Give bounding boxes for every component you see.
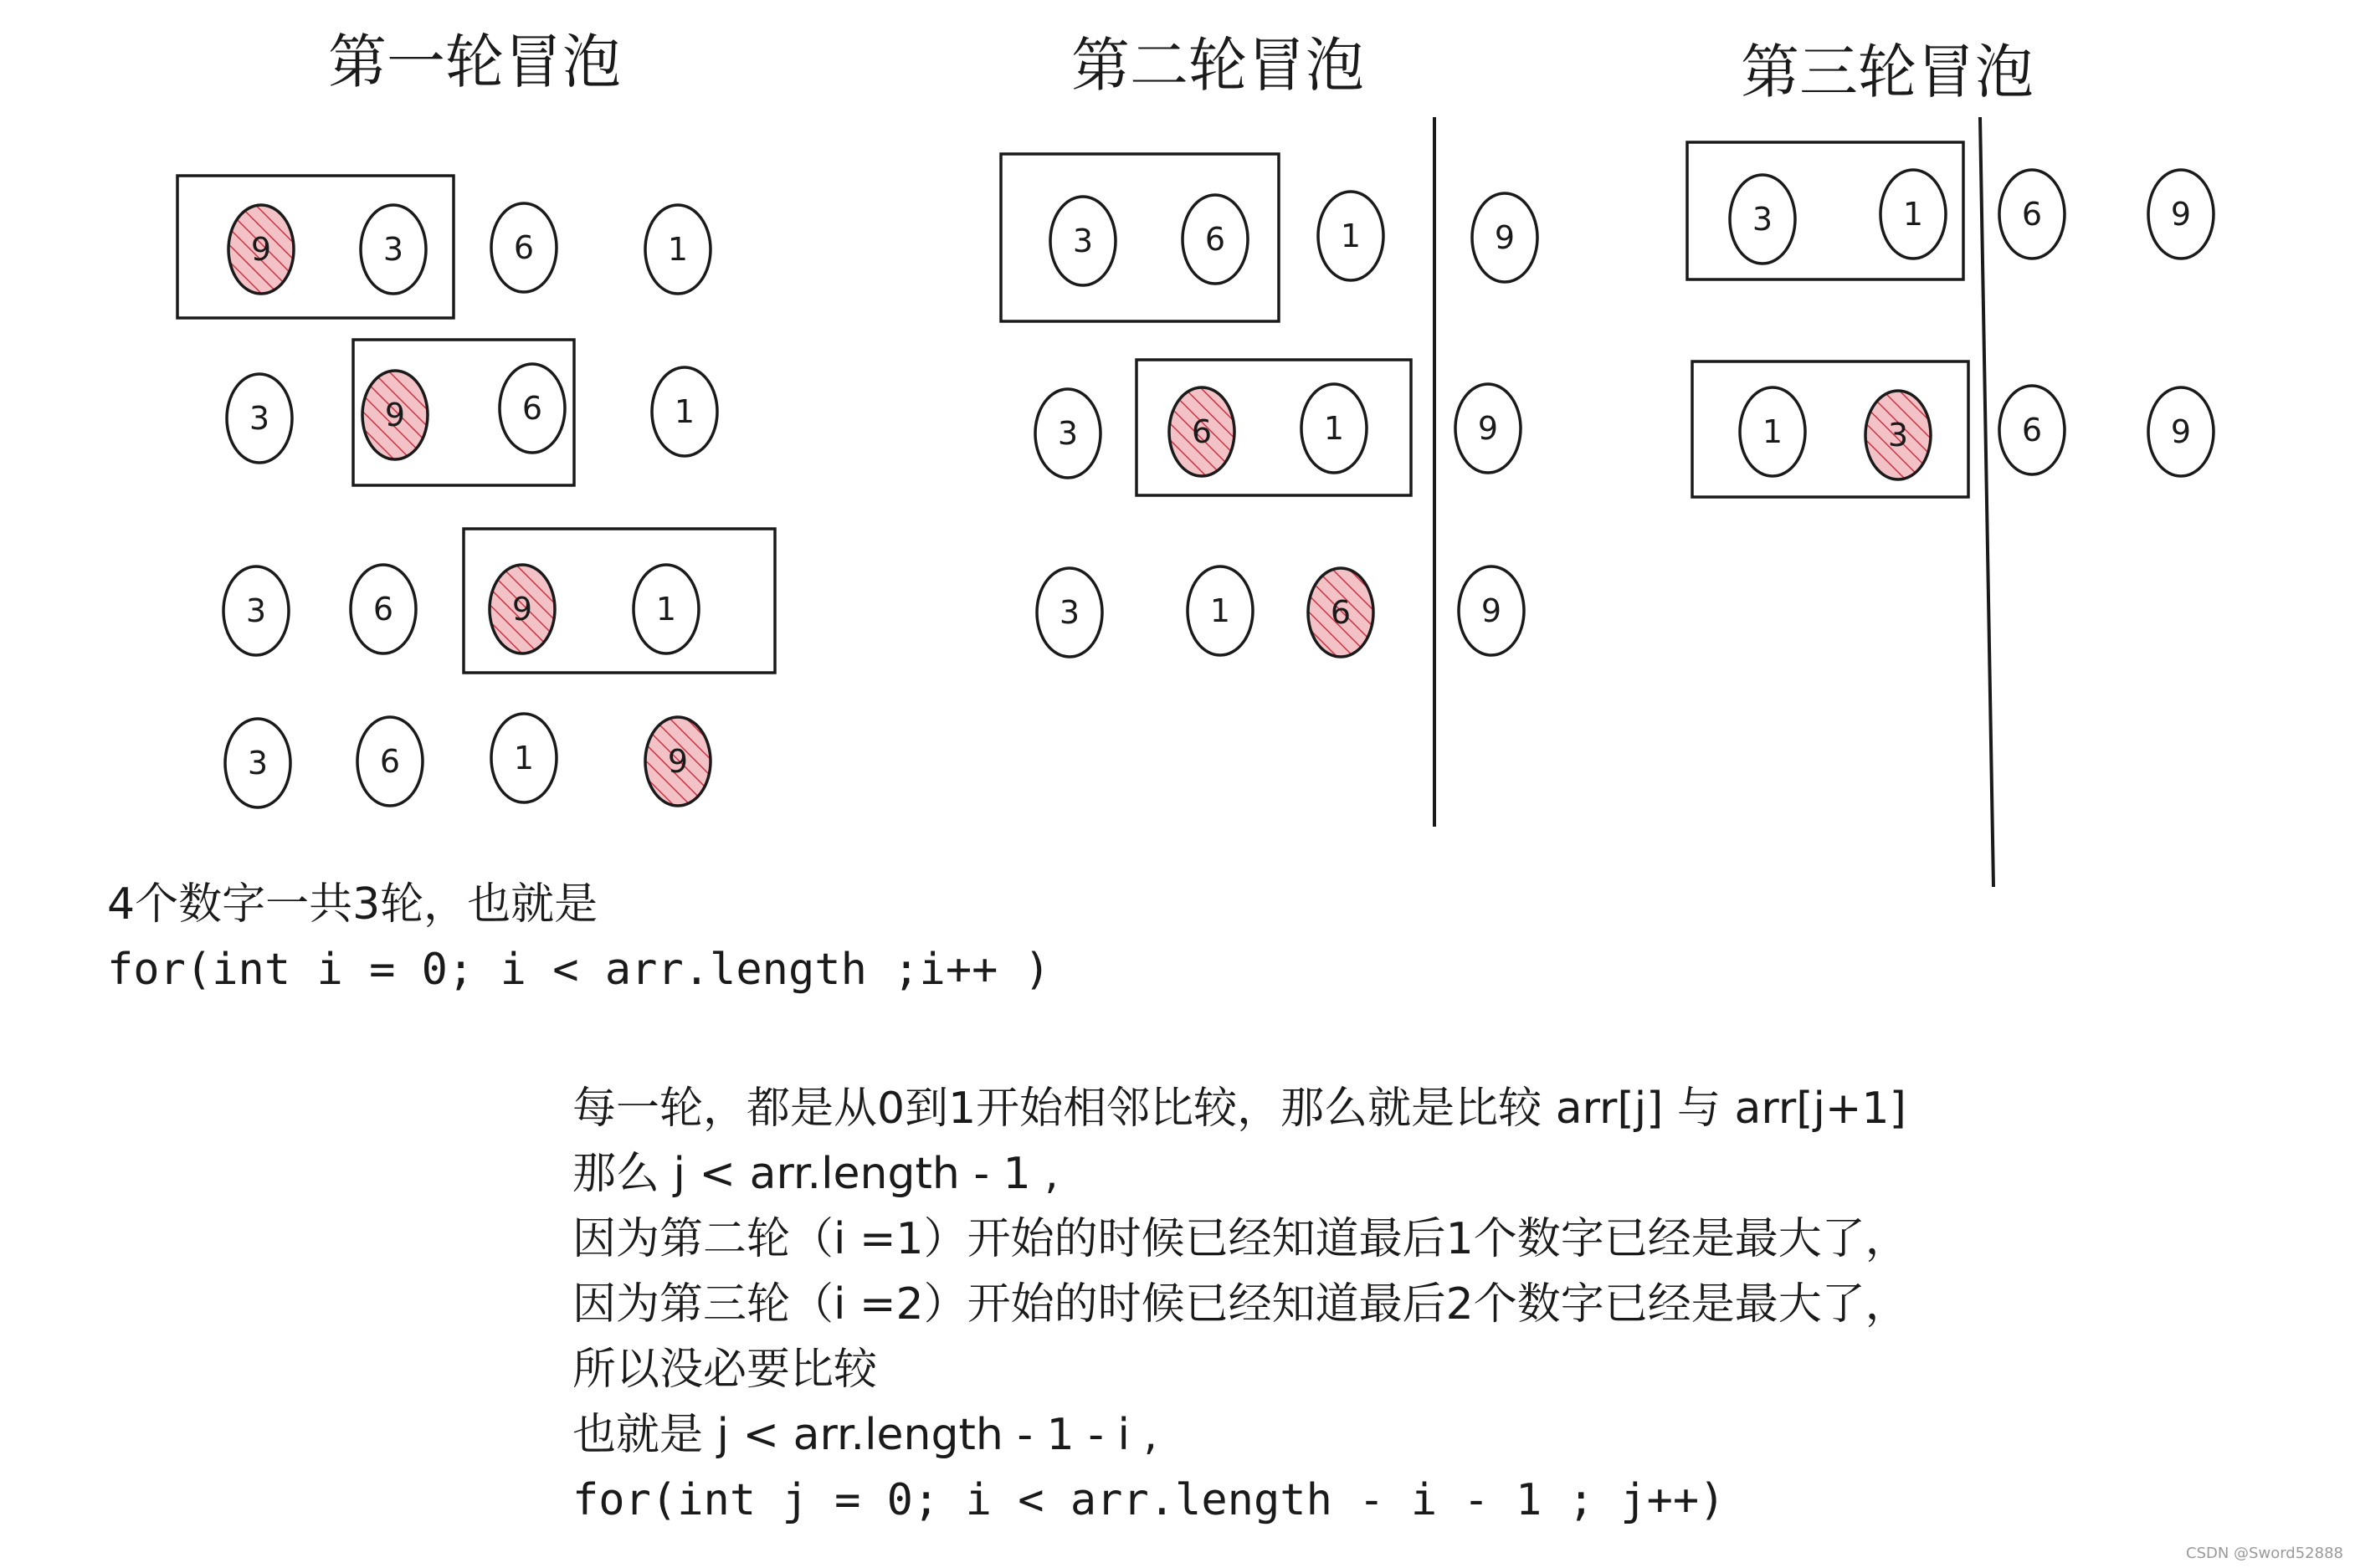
round3-title: 第三轮冒泡 xyxy=(1741,38,2034,106)
round1-step2 xyxy=(227,364,717,463)
number-ball-label: 6 xyxy=(2021,196,2043,233)
round2-step3 xyxy=(1037,566,1524,657)
round2-steps xyxy=(1035,192,1537,657)
number-ball-label: 3 xyxy=(1072,223,1094,259)
round1-title: 第一轮冒泡 xyxy=(328,28,621,96)
number-ball-label: 6 xyxy=(1330,594,1352,631)
number-ball-label: 1 xyxy=(513,740,535,776)
number-ball-label: 9 xyxy=(384,397,406,433)
number-ball-label: 1 xyxy=(1209,592,1231,629)
note-j-bound-final: 也就是 j < arr.length - 1 - i , xyxy=(572,1410,1158,1460)
number-ball-label: 3 xyxy=(382,231,404,268)
number-ball-label: 9 xyxy=(1494,219,1516,256)
number-ball-label: 3 xyxy=(249,400,270,437)
number-ball-label: 6 xyxy=(2021,412,2043,448)
round2-title: 第二轮冒泡 xyxy=(1071,31,1364,100)
number-ball-label: 6 xyxy=(513,229,535,266)
round3-step1 xyxy=(1730,170,2214,264)
number-ball-label: 9 xyxy=(2170,413,2192,450)
number-ball-label: 6 xyxy=(372,591,394,628)
note-no-need: 所以没必要比较 xyxy=(572,1345,878,1395)
number-ball-label: 3 xyxy=(1059,594,1080,631)
round2-step1 xyxy=(1050,192,1537,285)
number-ball-label: 1 xyxy=(1323,410,1345,447)
note-round3-reason: 因为第三轮（i =2）开始的时候已经知道最后2个数字已经是最大了， xyxy=(572,1279,1909,1330)
number-ball-label: 9 xyxy=(1480,592,1502,629)
round3-steps xyxy=(1730,170,2214,479)
number-ball-label: 3 xyxy=(1752,201,1773,238)
notes-top xyxy=(107,879,1050,995)
number-ball-label: 1 xyxy=(655,591,677,628)
number-ball-label: 3 xyxy=(1887,417,1909,453)
note-round2-reason: 因为第二轮（i =1）开始的时候已经知道最后1个数字已经是最大了， xyxy=(572,1214,1909,1264)
number-ball-label: 1 xyxy=(1762,413,1783,450)
number-ball-label: 6 xyxy=(521,390,543,427)
number-ball-label: 9 xyxy=(250,231,272,268)
number-ball-label: 3 xyxy=(247,745,269,781)
notes-bottom xyxy=(572,1084,1909,1525)
round3-step2 xyxy=(1740,386,2214,479)
note-outer-loop: for(int i = 0; i < arr.length ;i++ ) xyxy=(107,945,1051,995)
number-ball-label: 1 xyxy=(1340,218,1362,254)
watermark: CSDN @Sword52888 xyxy=(2186,1545,2343,1562)
number-ball-label: 6 xyxy=(1191,413,1213,450)
round2-step2 xyxy=(1035,384,1521,478)
number-ball-label: 3 xyxy=(1057,415,1079,452)
note-compare-adjacent: 每一轮，都是从0到1开始相邻比较，那么就是比较 arr[j] 与 arr[j+1] xyxy=(572,1084,1906,1134)
note-inner-loop: for(int j = 0; i < arr.length - i - 1 ; j++) xyxy=(572,1475,1726,1525)
number-ball-label: 6 xyxy=(1204,221,1226,258)
number-ball-label: 9 xyxy=(667,743,689,780)
number-ball-label: 9 xyxy=(511,591,533,628)
number-ball-label: 1 xyxy=(667,231,689,268)
number-ball-label: 9 xyxy=(2170,196,2192,233)
number-ball-label: 9 xyxy=(1477,410,1499,447)
number-ball-label: 6 xyxy=(379,743,401,780)
round1-step3 xyxy=(223,565,699,655)
round1-step4 xyxy=(225,714,711,807)
round1-step1 xyxy=(228,203,711,294)
round1-steps xyxy=(223,203,717,807)
number-ball-label: 3 xyxy=(245,592,267,629)
number-ball-label: 1 xyxy=(674,393,695,430)
note-round-count: 4个数字一共3轮，也就是 xyxy=(107,879,598,930)
number-ball-label: 1 xyxy=(1902,196,1924,233)
note-j-bound: 那么 j < arr.length - 1 , xyxy=(572,1149,1059,1199)
sorted-separator-line xyxy=(1980,117,1993,887)
